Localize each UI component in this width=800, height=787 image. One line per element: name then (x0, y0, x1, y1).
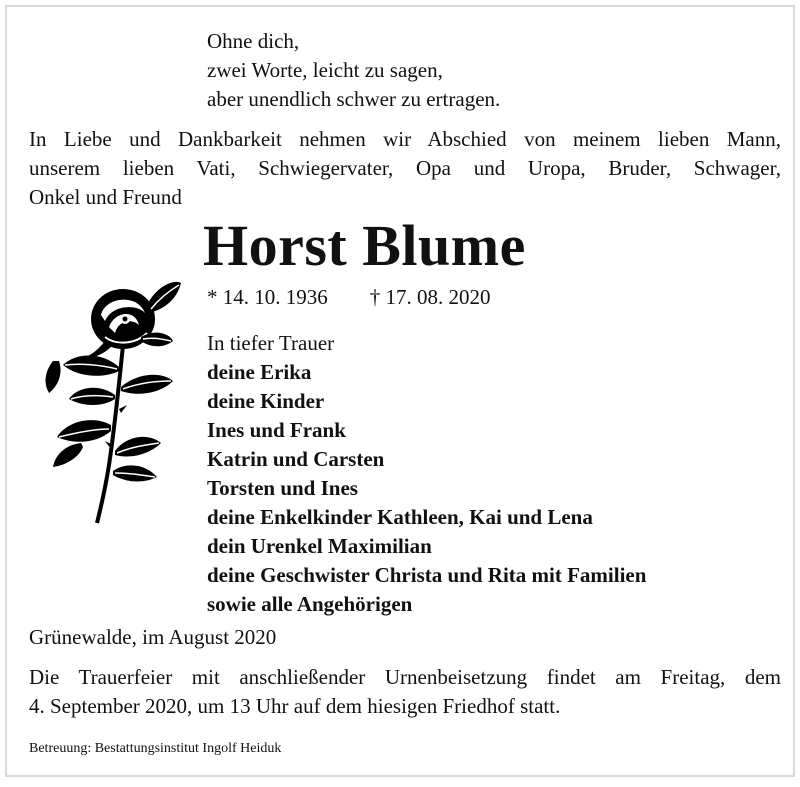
farewell-line: In Liebe und Dankbarkeit nehmen wir Abschied von meinem lieben Mann, (29, 127, 781, 151)
funeral-home-credit: Betreuung: Bestattungsinstitut Ingolf Heiduk (29, 741, 282, 756)
farewell-line: unserem lieben Vati, Schwiegervater, Opa und Uropa, Bruder, Schwager, (29, 156, 781, 180)
mourner-line: deine Enkelkinder Kathleen, Kai und Lena (207, 505, 593, 529)
mourner-line: sowie alle Angehörigen (207, 592, 413, 616)
mourner-line: Katrin und Carsten (207, 447, 385, 471)
funeral-service-info (29, 663, 781, 721)
mourner-line: Torsten und Ines (207, 476, 358, 500)
farewell-line: Onkel und Freund (29, 185, 182, 209)
poem-line: zwei Worte, leicht zu sagen, (207, 58, 443, 82)
rose-icon (35, 275, 183, 525)
life-dates (207, 283, 491, 312)
poem-line: aber unendlich schwer zu ertragen. (207, 87, 501, 111)
mourner-line: deine Kinder (207, 389, 325, 413)
place-and-date: Grünewalde, im August 2020 (29, 625, 277, 649)
birth-date: * 14. 10. 1936 (207, 285, 328, 309)
poem (207, 27, 500, 114)
poem-line: Ohne dich, (207, 29, 300, 53)
farewell-text (29, 125, 781, 212)
mourner-line: Ines und Frank (207, 418, 346, 442)
mourner-line: dein Urenkel Maximilian (207, 534, 432, 558)
mourners-heading: In tiefer Trauer (207, 331, 335, 355)
deceased-name: Horst Blume (203, 213, 526, 278)
obituary-notice (5, 5, 795, 777)
mourner-line: deine Erika (207, 360, 312, 384)
mourner-line: deine Geschwister Christa und Rita mit Familien (207, 563, 647, 587)
service-line: 4. September 2020, um 13 Uhr auf dem hiesigen Friedhof statt. (29, 694, 561, 718)
death-date: † 17. 08. 2020 (369, 285, 491, 309)
mourners-list (207, 329, 646, 619)
service-line: Die Trauerfeier mit anschließender Urnenbeisetzung findet am Freitag, dem (29, 665, 781, 689)
